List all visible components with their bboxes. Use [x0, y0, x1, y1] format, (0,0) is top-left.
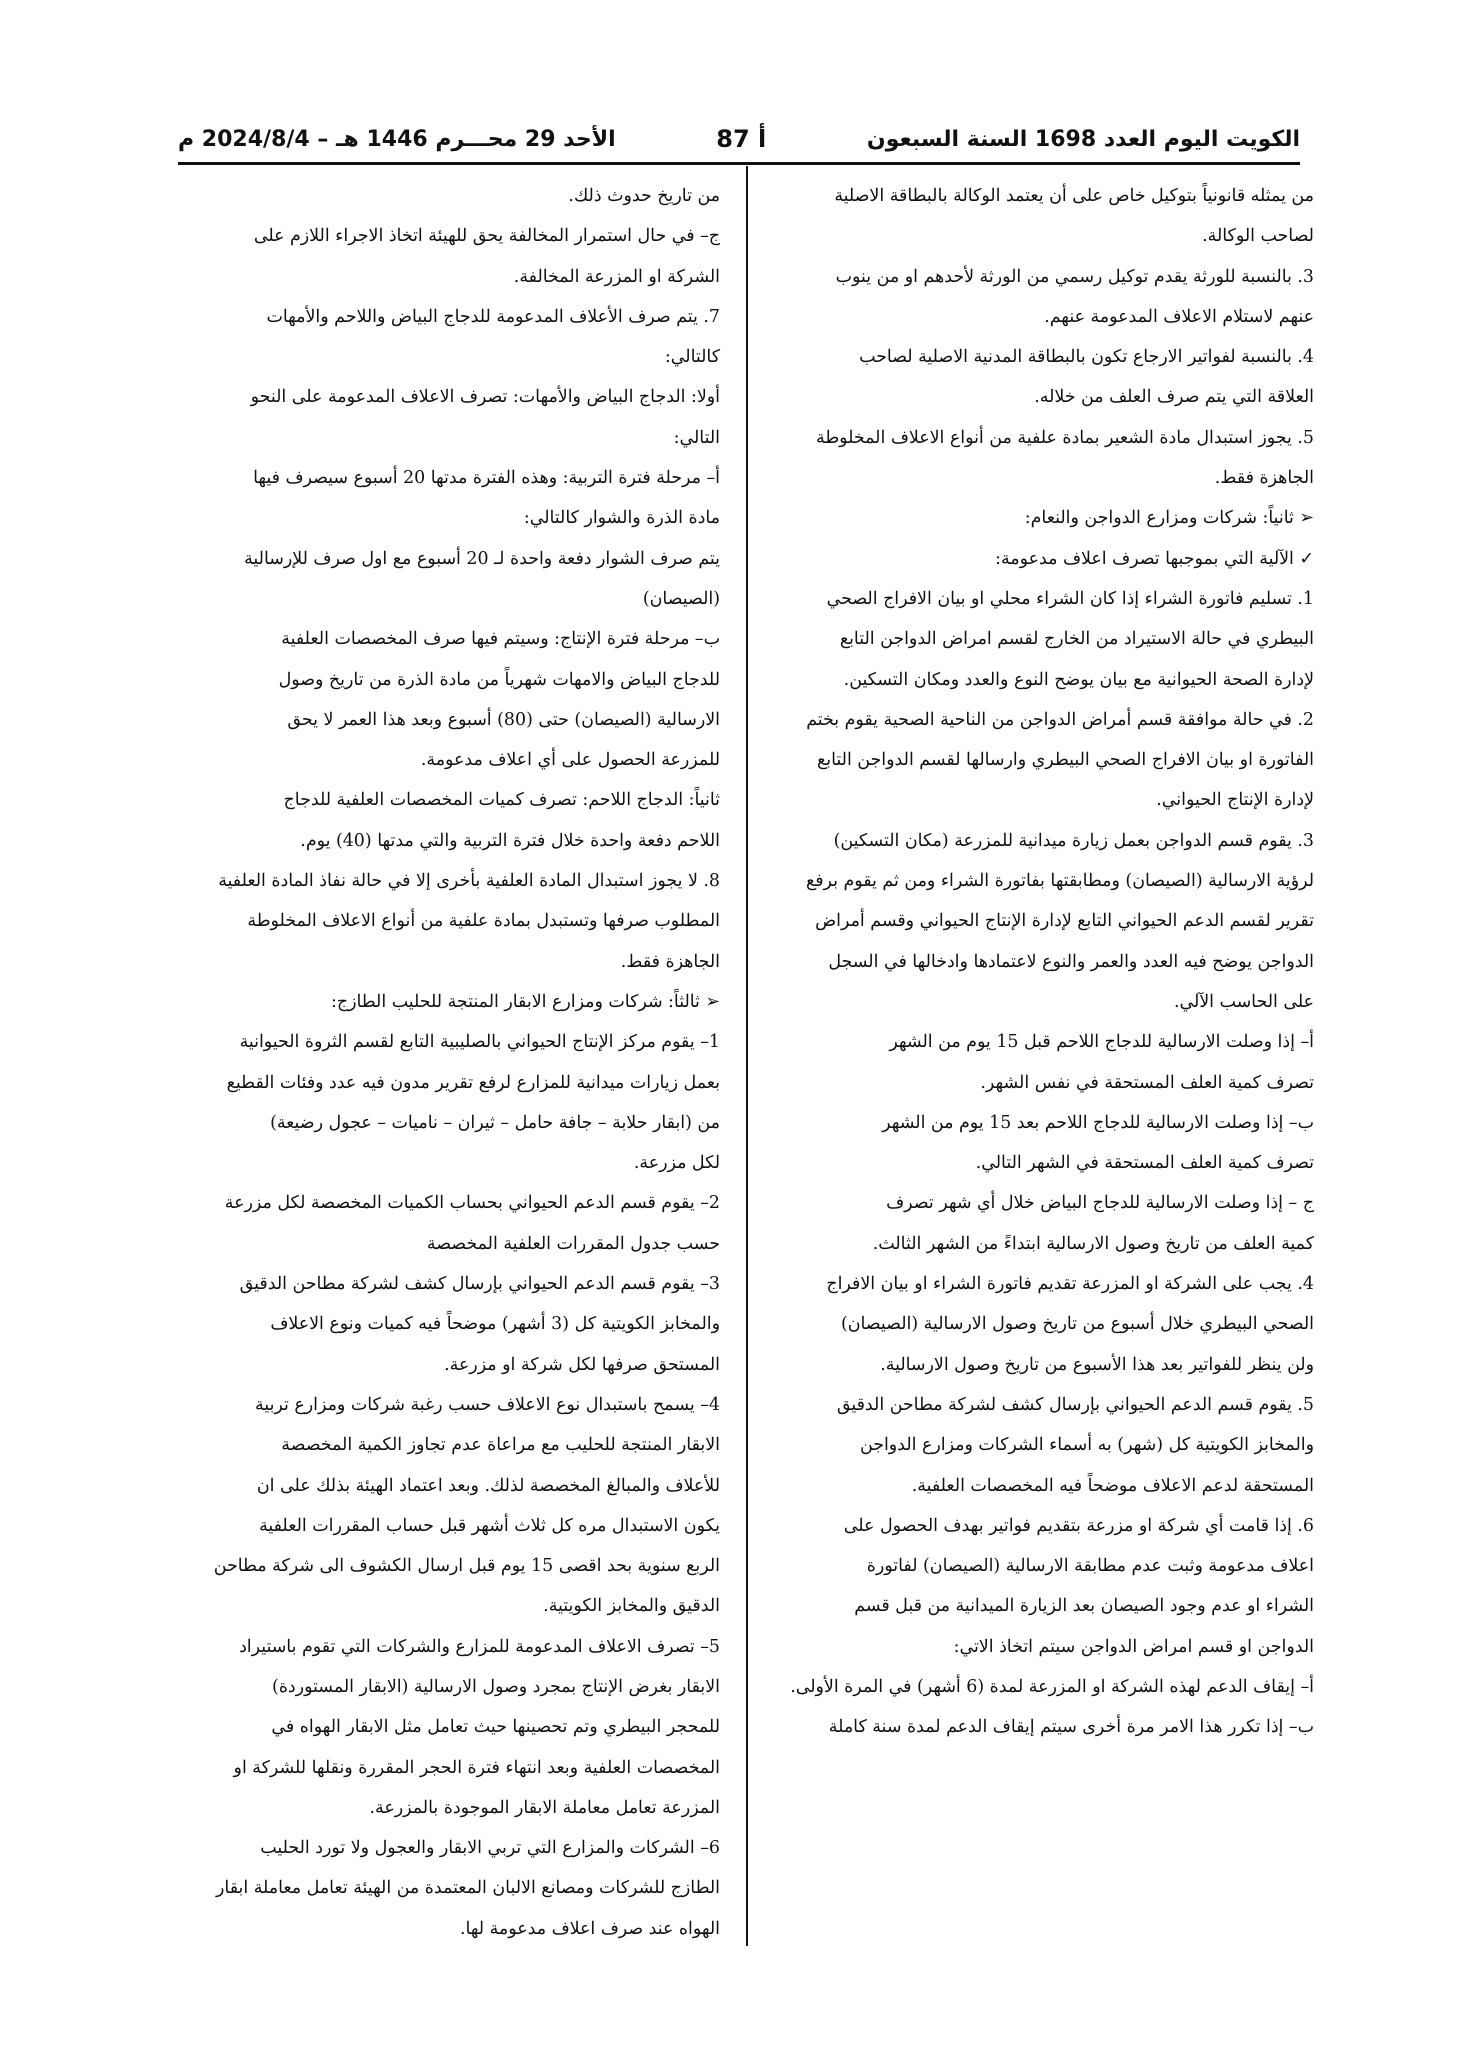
text-line: المستحقة لدعم الاعلاف موضحاً فيه المخصصات العلفية. — [911, 1475, 1314, 1496]
text-line: 4– يسمح باستبدال نوع الاعلاف حسب رغبة شركات ومزارع تربية — [255, 1394, 720, 1415]
text-line: الطازج للشركات ومصانع الالبان المعتمدة من الهيئة تعامل معاملة ابقار — [216, 1878, 720, 1899]
text-line: ولن ينظر للفواتير بعد هذا الأسبوع من تاريخ وصول الارسالية. — [880, 1354, 1314, 1375]
left-column — [180, 176, 720, 1949]
text-line: ج – إذا وصلت الارسالية للدجاج البياض خلال أي شهر تصرف — [886, 1193, 1314, 1214]
text-line: بعمل زيارات ميدانية للمزارع لرفع تقرير مدون فيه عدد وفئات القطيع — [226, 1072, 720, 1093]
text-line: الابقار المنتجة للحليب مع مراعاة عدم تجاوز الكمية المخصصة — [281, 1435, 720, 1456]
text-line: تقرير لقسم الدعم الحيواني التابع لإدارة الإنتاج الحيواني وقسم أمراض — [815, 911, 1314, 932]
text-line: البيطري في حالة الاستيراد من الخارج لقسم امراض الدواجن التابع — [839, 629, 1314, 650]
text-line: 2. في حالة موافقة قسم أمراض الدواجن من الناحية الصحية يقوم بختم — [806, 709, 1314, 730]
text-line: الجاهزة فقط. — [620, 951, 720, 972]
text-line: 5– تصرف الاعلاف المدعومة للمزارع والشركات التي تقوم باستيراد — [239, 1636, 720, 1657]
text-line: 1– يقوم مركز الإنتاج الحيواني بالصليبية التابع لقسم الثروة الحيوانية — [239, 1032, 720, 1053]
text-line: حسب جدول المقررات العلفية المخصصة — [426, 1233, 720, 1254]
header-date: الأحد 29 محـــرم 1446 هـ – 2024/8/4 م — [178, 126, 616, 152]
text-line: 3. بالنسبة للورثة يقدم توكيل رسمي من الورثة لأحدهم او من ينوب — [835, 266, 1314, 287]
text-line: المستحق صرفها لكل شركة او مزرعة. — [444, 1354, 720, 1375]
text-line: كالتالي: — [664, 347, 720, 368]
text-line: من (ابقار حلابة – جافة حامل – ثيران – ناميات – عجول رضيعة) — [270, 1112, 720, 1133]
text-line: الشركة او المزرعة المخالفة. — [513, 266, 720, 287]
text-line: ✓ الآلية التي بموجبها تصرف اعلاف مدعومة: — [995, 548, 1314, 569]
text-line: 5. يجوز استبدال مادة الشعير بمادة علفية من أنواع الاعلاف المخلوطة — [816, 427, 1314, 448]
text-line: والمخابز الكويتية كل (3 أشهر) موضحاً فيه كميات ونوع الاعلاف — [270, 1314, 720, 1335]
text-line: التالي: — [673, 427, 720, 448]
text-line: لكل مزرعة. — [633, 1153, 720, 1174]
text-line: 6. إذا قامت أي شركة او مزرعة بتقديم فواتير بهدف الحصول على — [843, 1515, 1314, 1536]
text-line: 4. بالنسبة لفواتير الارجاع تكون بالبطاقة المدنية الاصلية لصاحب — [859, 347, 1314, 368]
text-line: الدواجن يوضح فيه العدد والعمر والنوع لاعتمادها وادخالها في السجل — [828, 951, 1314, 972]
text-line: تصرف كمية العلف المستحقة في نفس الشهر. — [980, 1072, 1314, 1093]
text-line: المخصصات العلفية وبعد انتهاء فترة الحجر المقررة ونقلها للشركة او — [233, 1757, 720, 1778]
text-line: الشراء او عدم وجود الصيصان بعد الزيارة الميدانية من قبل قسم — [854, 1596, 1314, 1617]
text-line: الدقيق والمخابز الكويتية. — [543, 1596, 720, 1617]
text-line: يتم صرف الشوار دفعة واحدة لـ 20 أسبوع مع اول صرف للإرسالية — [244, 548, 720, 569]
text-line: يكون الاستبدال مره كل ثلاث أشهر قبل حساب المقررات العلفية — [259, 1515, 720, 1536]
text-line: الهواه عند صرف اعلاف مدعومة لها. — [459, 1918, 720, 1939]
text-line: 5. يقوم قسم الدعم الحيواني بإرسال كشف لشركة مطاحن الدقيق — [836, 1394, 1314, 1415]
text-line: عنهم لاستلام الاعلاف المدعومة عنهم. — [1044, 306, 1314, 327]
text-line: 1. تسليم فاتورة الشراء إذا كان الشراء محلي او بيان الافراج الصحي — [826, 588, 1314, 609]
text-line: 2– يقوم قسم الدعم الحيواني بحساب الكميات المخصصة لكل مزرعة — [224, 1193, 720, 1214]
text-line: والمخابز الكويتية كل (شهر) به أسماء الشركات ومزارع الدواجن — [859, 1435, 1314, 1456]
text-line: اعلاف مدعومة وثبت عدم مطابقة الارسالية (الصيصان) لفاتورة — [866, 1556, 1314, 1577]
text-line: 6– الشركات والمزارع التي تربي الابقار والعجول ولا تورد الحليب — [260, 1838, 720, 1859]
text-line: للدجاج البياض والامهات شهرياً من مادة الذرة من تاريخ وصول — [278, 669, 720, 690]
text-line: ب– إذا وصلت الارسالية للدجاج اللاحم بعد 15 يوم من الشهر — [882, 1112, 1314, 1133]
right-column — [774, 176, 1314, 1748]
text-line: من يمثله قانونياً بتوكيل خاص على أن يعتمد الوكالة بالبطاقة الاصلية — [834, 186, 1314, 206]
text-line: ب– مرحلة فترة الإنتاج: وسيتم فيها صرف المخصصات العلفية — [281, 629, 720, 650]
text-line: للمحجر البيطري وتم تحصينها حيث تعامل مثل الابقار الهواه في — [271, 1717, 720, 1738]
text-line: تصرف كمية العلف المستحقة في الشهر التالي. — [975, 1153, 1314, 1174]
text-line: 4. يجب على الشركة او المزرعة تقديم فاتورة الشراء او بيان الافراج — [826, 1274, 1314, 1295]
text-line: لإدارة الإنتاج الحيواني. — [1156, 790, 1314, 811]
text-line: للأعلاف والمبالغ المخصصة لذلك. وبعد اعتماد الهيئة بذلك على ان — [256, 1475, 720, 1496]
text-line: من تاريخ حدوث ذلك. — [568, 186, 720, 206]
text-line: أولا: الدجاج البياض والأمهات: تصرف الاعلاف المدعومة على النحو — [250, 387, 720, 408]
text-line: أ– مرحلة فترة التربية: وهذه الفترة مدتها 20 أسبوع سيصرف فيها — [253, 468, 720, 489]
text-line: (الصيصان) — [642, 588, 720, 609]
page-number: أ 87 — [716, 125, 767, 153]
text-line: ثانياً: الدجاج اللاحم: تصرف كميات المخصصات العلفية للدجاج — [283, 790, 720, 811]
text-line: ➢ ثالثاً: شركات ومزارع الابقار المنتجة للحليب الطازج: — [331, 991, 720, 1012]
text-line: 3– يقوم قسم الدعم الحيواني بإرسال كشف لشركة مطاحن الدقيق — [239, 1274, 720, 1295]
text-line: المطلوب صرفها وتستبدل بمادة علفية من أنواع الاعلاف المخلوطة — [247, 911, 720, 932]
text-line: الدواجن او قسم امراض الدواجن سيتم اتخاذ الاتي: — [953, 1636, 1314, 1657]
text-line: العلاقة التي يتم صرف العلف من خلاله. — [1034, 387, 1314, 408]
text-line: الفاتورة او بيان الافراج الصحي البيطري وارسالها لقسم الدواجن التابع — [817, 750, 1314, 771]
text-line: ➢ ثانياً: شركات ومزارع الدواجن والنعام: — [1024, 508, 1314, 529]
text-line: ج– في حال استمرار المخالفة يحق للهيئة اتخاذ الاجراء اللازم على — [253, 226, 720, 247]
text-line: المزرعة تعامل معاملة الابقار الموجودة بالمزرعة. — [369, 1797, 720, 1818]
text-line: على الحاسب الآلي. — [1173, 991, 1314, 1012]
text-line: كمية العلف من تاريخ وصول الارسالية ابتداءً من الشهر الثالث. — [872, 1233, 1314, 1254]
page-header — [178, 118, 1300, 160]
text-line: لرؤية الارسالية (الصيصان) ومطابقتها بفاتورة الشراء ومن ثم يقوم برفع — [805, 871, 1314, 892]
text-line: اللاحم دفعة واحدة خلال فترة التربية والتي مدتها (40) يوم. — [300, 830, 720, 851]
text-line: للمزرعة الحصول على أي اعلاف مدعومة. — [420, 750, 720, 771]
text-line: أ– إذا وصلت الارسالية للدجاج اللاحم قبل 15 يوم من الشهر — [889, 1032, 1314, 1053]
text-line: 3. يقوم قسم الدواجن بعمل زيارة ميدانية للمزرعة (مكان التسكين) — [833, 830, 1314, 851]
text-line: لإدارة الصحة الحيوانية مع بيان يوضح النوع والعدد ومكان التسكين. — [843, 669, 1314, 690]
text-line: الجاهزة فقط. — [1214, 468, 1314, 489]
header-issue: الكويت اليوم العدد 1698 السنة السبعون — [866, 126, 1300, 152]
text-line: الابقار بغرض الإنتاج بمجرد وصول الارسالية (الابقار المستوردة) — [272, 1676, 720, 1697]
text-line: الارسالية (الصيصان) حتى (80) أسبوع وبعد هذا العمر لا يحق — [287, 709, 720, 730]
text-line: أ– إيقاف الدعم لهذه الشركة او المزرعة لمدة (6 أشهر) في المرة الأولى. — [790, 1676, 1314, 1697]
text-line: 8. لا يجوز استبدال المادة العلفية بأخرى إلا في حالة نفاذ المادة العلفية — [218, 871, 720, 892]
text-line: مادة الذرة والشوار كالتالي: — [523, 508, 720, 529]
text-line: ب– إذا تكرر هذا الامر مرة أخرى سيتم إيقاف الدعم لمدة سنة كاملة — [828, 1717, 1314, 1738]
text-line: الصحي البيطري خلال أسبوع من تاريخ وصول الارسالية (الصيصان) — [840, 1314, 1314, 1335]
text-line: 7. يتم صرف الأعلاف المدعومة للدجاج البياض واللاحم والأمهات — [266, 306, 720, 327]
header-rule — [178, 162, 1300, 165]
column-divider — [746, 166, 748, 1946]
text-line: الربع سنوية بحد اقصى 15 يوم قبل ارسال الكشوف الى شركة مطاحن — [213, 1556, 720, 1577]
text-line: لصاحب الوكالة. — [1202, 226, 1314, 247]
